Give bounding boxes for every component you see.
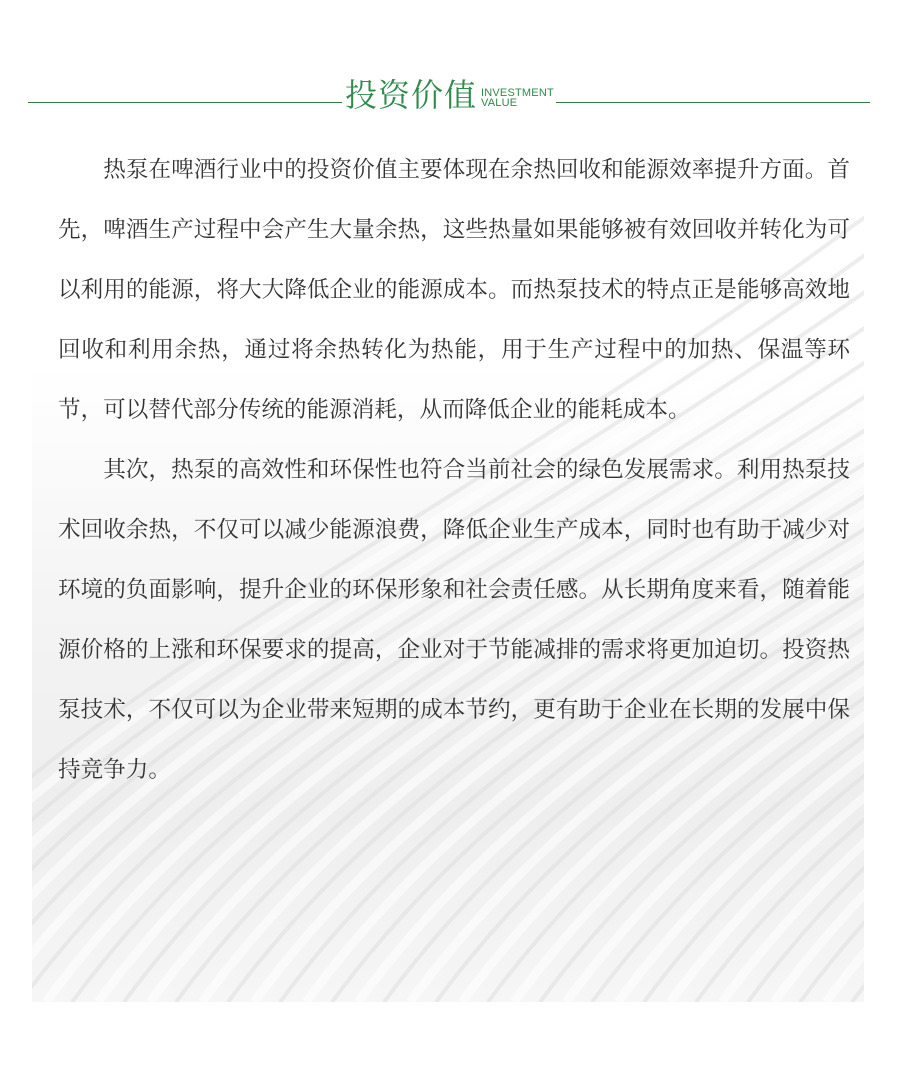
section-subtitle-line1: INVESTMENT xyxy=(481,87,554,99)
section-subtitle xyxy=(481,88,554,108)
paragraph-2: 其次，热泵的高效性和环保性也符合当前社会的绿色发展需求。利用热泵技术回收余热，不仅可以减少能源浪费，降低企业生产成本，同时也有助于减少对环境的负面影响，提升企业的环保形象和社会责任感。从长期角度来看，随着能源价格的上涨和环保要求的提高，企业对于节能减排的需求将更加迫切。投资热泵技术，不仅可以为企业带来短期的成本节约，更有助于企业在长期的发展中保持竞争力。 xyxy=(58,457,850,783)
header-rule-left xyxy=(28,102,342,103)
section-subtitle-line2: VALUE xyxy=(481,97,518,109)
paragraph-1: 热泵在啤酒行业中的投资价值主要体现在余热回收和能源效率提升方面。首先，啤酒生产过程中会产生大量余热，这些热量如果能够被有效回收并转化为可以利用的能源，将大大降低企业的能源成本。而热泵技术的特点正是能够高效地回收和利用余热，通过将余热转化为热能，用于生产过程中的加热、保温等环节，可以替代部分传统的能源消耗，从而降低企业的能耗成本。 xyxy=(58,157,850,423)
section-title: 投资价值 xyxy=(345,76,478,114)
article-body xyxy=(58,140,850,800)
header-rule-right xyxy=(556,102,870,103)
